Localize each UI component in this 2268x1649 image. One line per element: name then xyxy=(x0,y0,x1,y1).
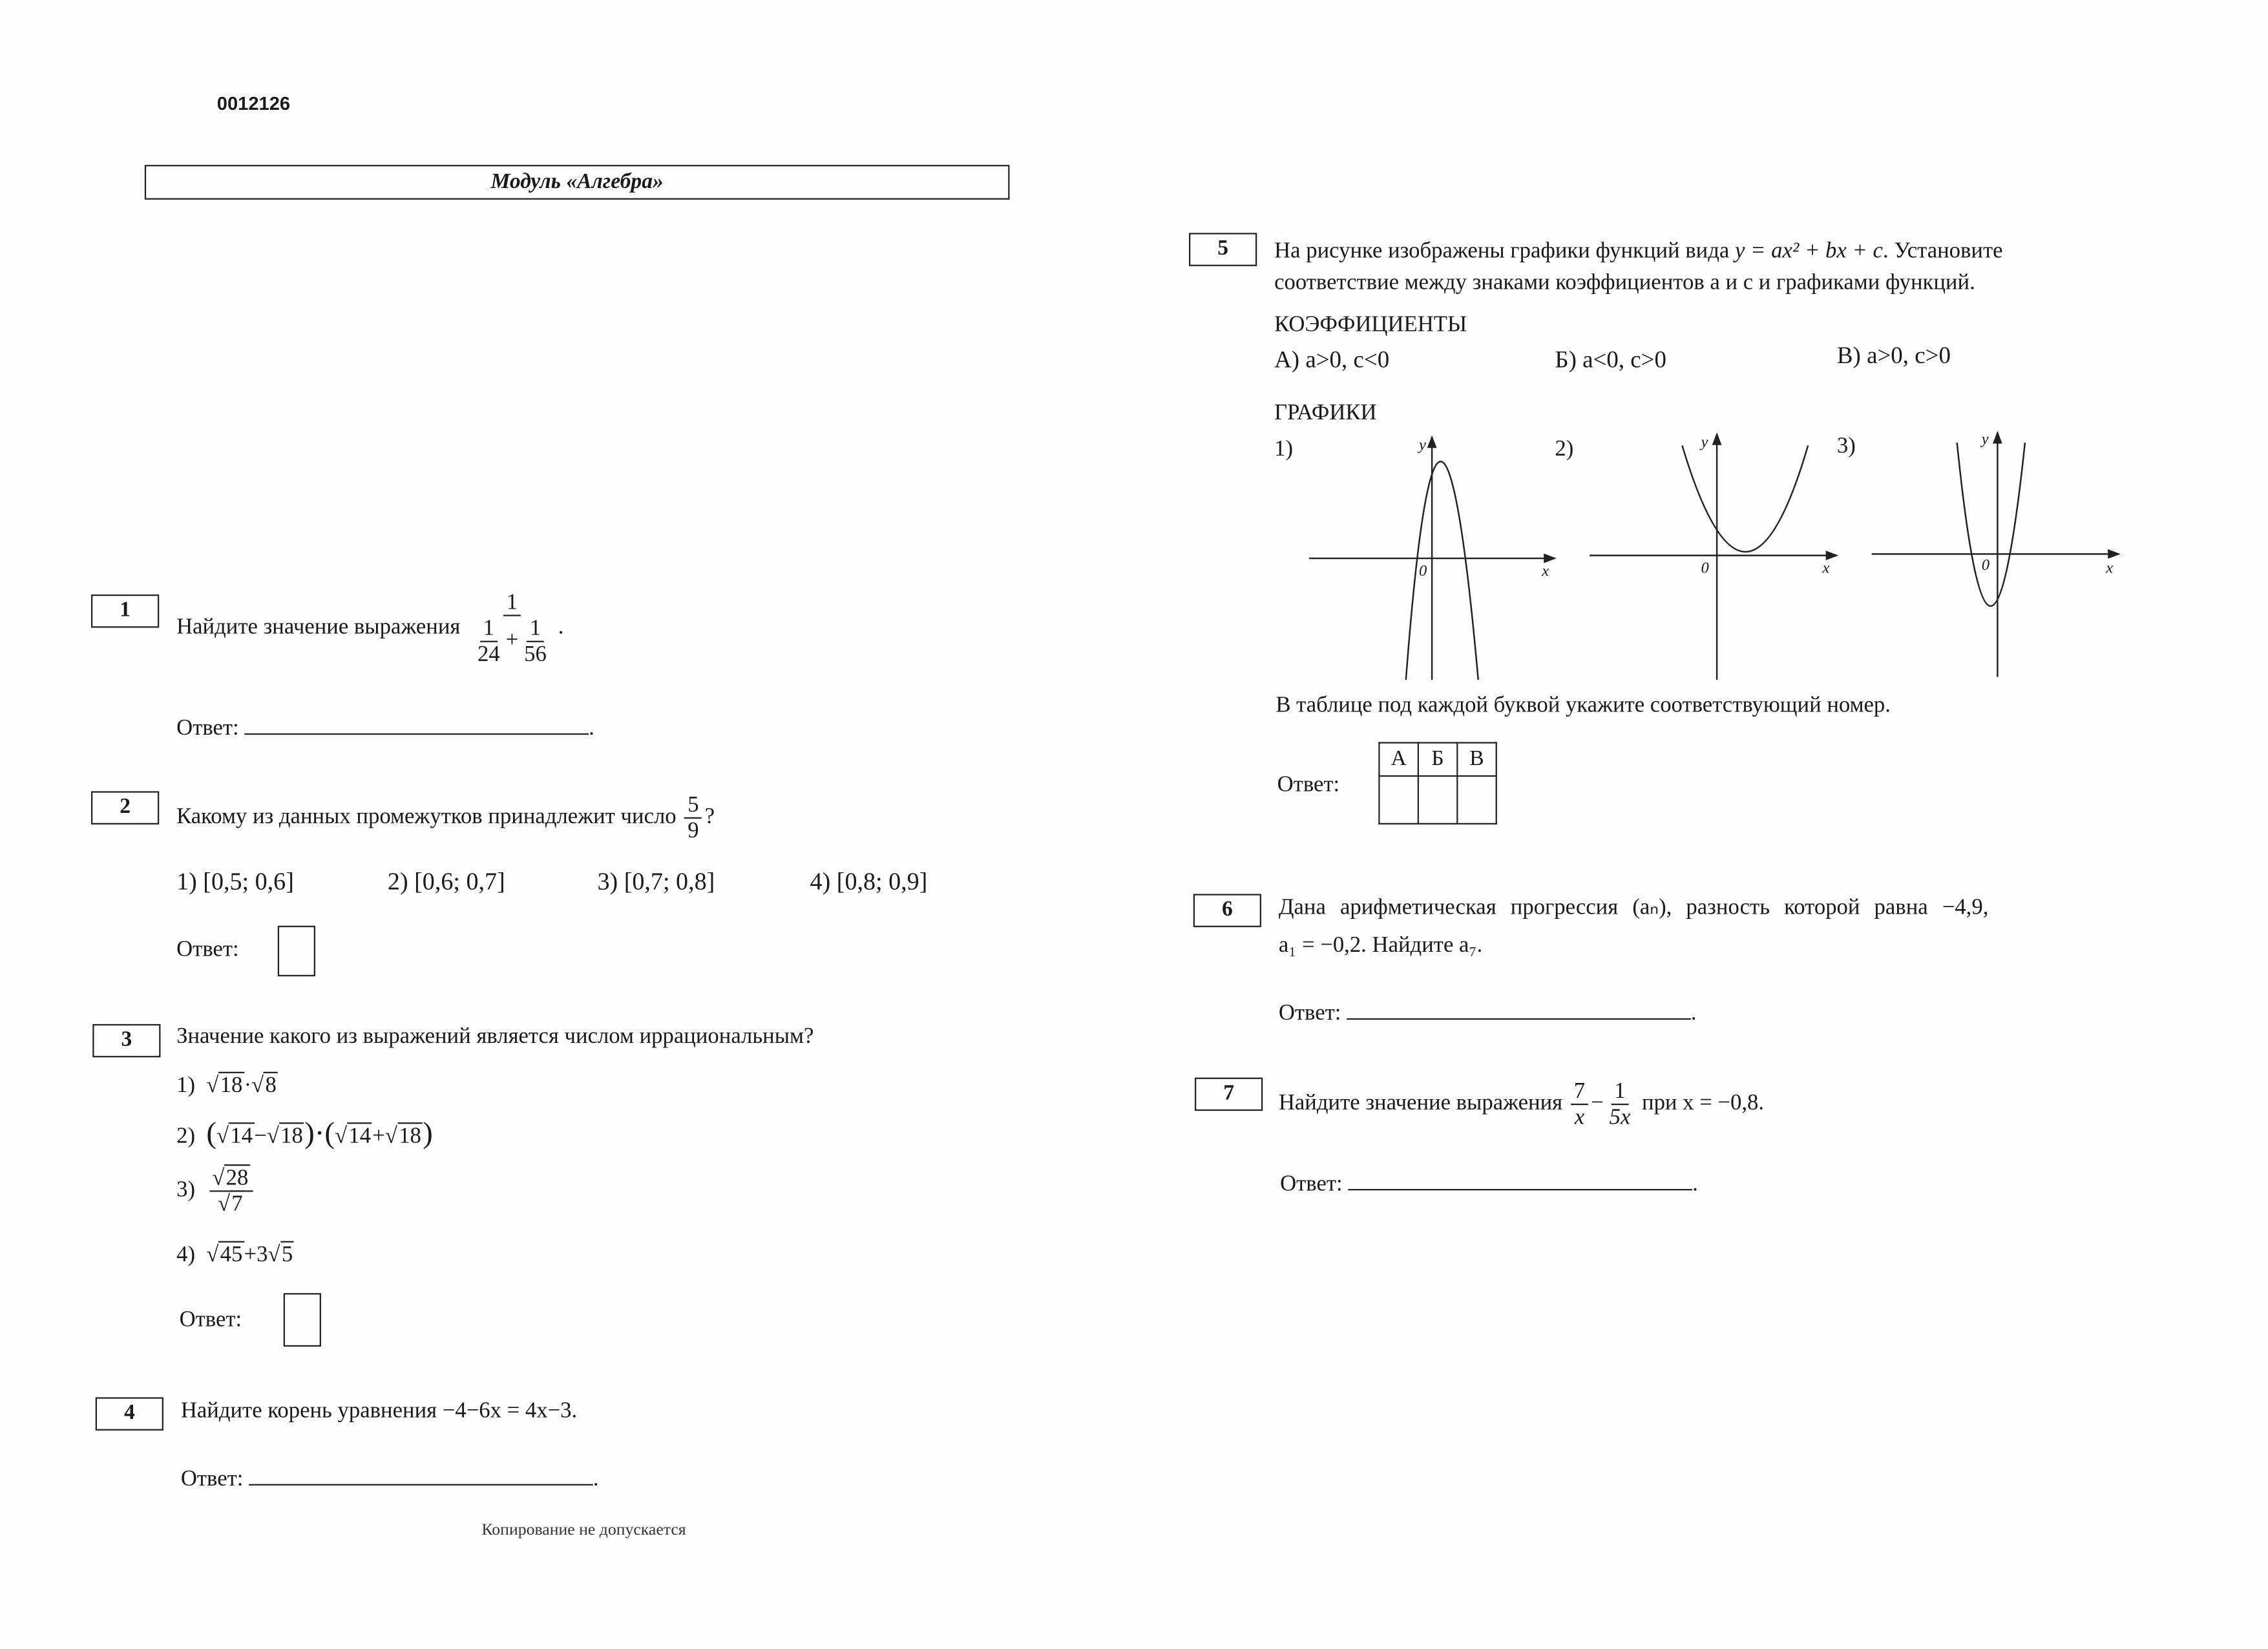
text: На рисунке изображены графики функций вида xyxy=(1274,238,1730,264)
option-label: 3) xyxy=(176,1177,196,1203)
table-header: В xyxy=(1457,742,1496,775)
answer-label: Ответ: xyxy=(1280,1171,1343,1197)
answer-cell[interactable] xyxy=(1457,776,1496,824)
option-3-1: 1) √ 18 ·√ 8 xyxy=(176,1073,278,1099)
plus: + xyxy=(372,1124,385,1149)
question-6-line2: a₁ = −0,2. Найдите a₇. xyxy=(1278,932,1483,958)
graphs-title: ГРАФИКИ xyxy=(1274,401,1377,426)
y-label: y xyxy=(1418,437,1426,454)
x-label: x xyxy=(1542,562,1549,580)
paren: ( xyxy=(206,1115,217,1150)
answer-4: Ответ: . xyxy=(181,1464,599,1493)
minus: − xyxy=(1591,1091,1604,1116)
question-7-text: Найдите значение выражения xyxy=(1278,1091,1563,1116)
denominator: x xyxy=(1574,1105,1585,1130)
period: . xyxy=(558,614,564,640)
origin-label: 0 xyxy=(1701,560,1709,578)
numerator: 1 xyxy=(1612,1079,1628,1105)
option-3-2: 2) (√ 14 −√ 18 )·(√ 14 +√ 18 ) xyxy=(176,1115,433,1150)
x-label: x xyxy=(2106,560,2114,578)
answer-label: Ответ: xyxy=(179,1307,242,1332)
table-instruction: В таблице под каждой буквой укажите соответствующий номер. xyxy=(1276,693,1891,718)
radicand: 18 xyxy=(218,1072,244,1098)
paren: )·( xyxy=(304,1115,335,1150)
question-number-6: 6 xyxy=(1193,894,1261,927)
minus: − xyxy=(254,1124,267,1149)
footer-note: Копирование не допускается xyxy=(481,1521,686,1539)
coef-a: А) a>0, c<0 xyxy=(1274,346,1390,373)
coef-b: Б) a<0, c>0 xyxy=(1555,346,1666,373)
variant-code: 0012126 xyxy=(216,92,291,114)
text: . Установите xyxy=(1882,238,2003,264)
radicand: 7 xyxy=(230,1190,244,1216)
graph-1-curve xyxy=(1406,461,1478,680)
graph-label-2: 2) xyxy=(1555,437,1574,462)
graph-label-3: 3) xyxy=(1836,434,1856,459)
question-number-3: 3 xyxy=(92,1024,160,1057)
answer-1: Ответ: . xyxy=(176,713,594,742)
question-number-5: 5 xyxy=(1189,233,1257,266)
question-7 xyxy=(1279,1079,1764,1130)
option-2-4: 4) [0,8; 0,9] xyxy=(810,868,928,896)
answer-6: Ответ: . xyxy=(1279,998,1697,1027)
numerator: 1 xyxy=(503,590,520,616)
origin-label: 0 xyxy=(1981,556,1990,574)
radicand: 45 xyxy=(218,1241,244,1267)
answer-label: Ответ: xyxy=(176,937,239,962)
option-label: 4) xyxy=(176,1242,196,1267)
graph-2-curve xyxy=(1682,445,1808,552)
answer-7-field[interactable] xyxy=(1348,1169,1692,1191)
option-3-4: 4) √ 45 +3√ 5 xyxy=(176,1243,294,1268)
denominator: 9 xyxy=(688,819,699,844)
plus: +3 xyxy=(244,1242,268,1267)
answer-cell[interactable] xyxy=(1418,776,1457,824)
denominator: 5x xyxy=(1609,1105,1631,1130)
answer-label: Ответ: xyxy=(1277,772,1340,797)
radicand: 14 xyxy=(347,1122,372,1148)
y-label: y xyxy=(1981,431,1989,448)
question-7-tail: при x = −0,8. xyxy=(1642,1091,1765,1116)
question-6-line1: Дана арифметическая прогрессия (aₙ), разность которой равна −4,9, xyxy=(1278,895,1989,920)
radicand: 18 xyxy=(397,1122,423,1148)
question-number-4: 4 xyxy=(96,1397,163,1430)
radicand: 14 xyxy=(229,1122,254,1148)
numerator: 7 xyxy=(1571,1079,1588,1105)
option-2-2: 2) [0,6; 0,7] xyxy=(387,868,505,896)
denominator: 56 xyxy=(524,642,547,667)
numerator: 1 xyxy=(480,616,497,642)
option-2-1: 1) [0,5; 0,6] xyxy=(176,868,294,896)
answer-label: Ответ: xyxy=(180,1466,244,1491)
radicand: 18 xyxy=(279,1122,304,1148)
answer-label: Ответ: xyxy=(1278,1001,1341,1026)
x-label: x xyxy=(1822,560,1830,578)
y-label: y xyxy=(1701,434,1708,452)
formula: y = ax² + bx + c xyxy=(1734,238,1883,264)
numerator: 1 xyxy=(527,616,543,642)
plus: + xyxy=(505,627,519,653)
graph-3-curve xyxy=(1957,443,2025,606)
table-header: Б xyxy=(1418,742,1457,775)
question-3-text: Значение какого из выражений является числом иррациональным? xyxy=(176,1024,814,1049)
origin-label: 0 xyxy=(1418,562,1427,580)
question-2-text: Какому из данных промежутков принадлежит число xyxy=(176,804,677,829)
question-number-1: 1 xyxy=(91,594,159,627)
dot: · xyxy=(244,1073,252,1098)
coefficients-title: КОЭФФИЦИЕНТЫ xyxy=(1274,312,1467,337)
answer-5-table xyxy=(1378,742,1497,824)
paren: ) xyxy=(423,1115,433,1150)
radicand: 8 xyxy=(264,1072,278,1098)
option-label: 1) xyxy=(176,1073,196,1098)
radicand: 5 xyxy=(280,1241,295,1267)
answer-7: Ответ: . xyxy=(1280,1169,1698,1198)
coef-v: В) a>0, c>0 xyxy=(1836,341,1951,369)
option-2-3: 3) [0,7; 0,8] xyxy=(597,868,715,896)
table-header: А xyxy=(1379,742,1418,775)
graph-label-1: 1) xyxy=(1274,437,1294,462)
question-4-text: Найдите корень уравнения −4−6x = 4x−3. xyxy=(180,1398,578,1423)
answer-6-field[interactable] xyxy=(1347,998,1691,1020)
question-mark: ? xyxy=(704,804,715,829)
module-title: Модуль «Алгебра» xyxy=(145,165,1010,200)
question-number-2: 2 xyxy=(91,791,159,824)
denominator: 24 xyxy=(477,642,500,667)
answer-label: Ответ: xyxy=(176,716,239,741)
option-3-3: 3) $\frac{√ 28}{√ 7}$ xyxy=(176,1166,255,1217)
option-label: 2) xyxy=(176,1124,196,1149)
radicand: 28 xyxy=(224,1164,249,1190)
question-number-7: 7 xyxy=(1195,1078,1263,1111)
question-1-text: Найдите значение выражения xyxy=(176,614,461,640)
answer-cell[interactable] xyxy=(1379,776,1418,824)
question-5-line2: соответствие между знаками коэффициентов a и c и графиками функций. xyxy=(1274,270,1975,295)
numerator: 5 xyxy=(685,793,702,819)
